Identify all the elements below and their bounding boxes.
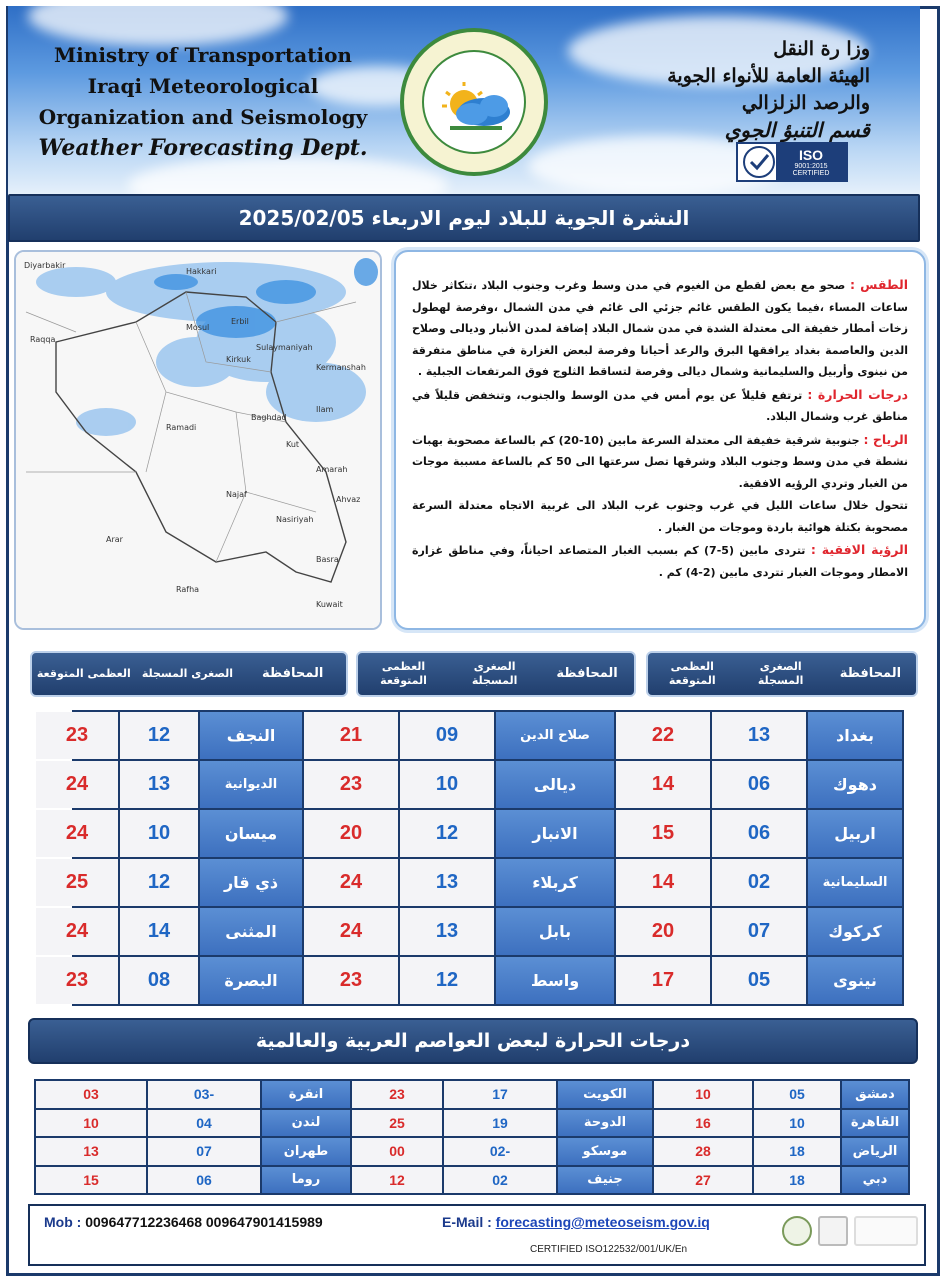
map-label: Najaf: [226, 490, 247, 499]
visibility-paragraph: [412, 539, 908, 583]
phone-info: [44, 1214, 323, 1230]
province-name: بابل: [496, 908, 614, 955]
wind-text: جنوبية شرقية خفيفة الى معتدلة السرعة مابين (10-20) كم بالساعة مصحوبة بهبات نشطة في مدن وسط وجنوب البلاد وشرقها تصل سرعتها الى 50 كم بالساعة مسببة موجات من الغبار وتردي الرؤيه الافقية.: [412, 433, 908, 490]
map-label: Mosul: [186, 323, 210, 332]
min-temp: 12: [120, 712, 198, 759]
iso-label: ISO: [798, 147, 824, 163]
min-header: الصغرى المسجلة: [141, 667, 234, 680]
check-icon: [742, 145, 776, 179]
world-city-name: طهران: [262, 1138, 350, 1165]
map-label: Nasiriyah: [276, 515, 314, 524]
min-temp: 10: [120, 810, 198, 857]
max-temp: 17: [616, 957, 710, 1004]
world-max-temp: 10: [36, 1110, 146, 1137]
phone-numbers: 009647712236468 009647901415989: [85, 1214, 323, 1230]
world-max-temp: 10: [654, 1081, 752, 1108]
world-min-temp: 05: [754, 1081, 840, 1108]
world-max-temp: 03: [36, 1081, 146, 1108]
province-name: ديالى: [496, 761, 614, 808]
province-name: نينوى: [808, 957, 902, 1004]
world-max-temp: 00: [352, 1138, 442, 1165]
map-label: Sulaymaniyah: [256, 343, 313, 352]
world-city-name: الكويت: [558, 1081, 652, 1108]
map-label: Hakkari: [186, 267, 217, 276]
min-temp: 13: [400, 908, 494, 955]
bulletin-title: النشرة الجوية للبلاد ليوم الاربعاء 2025/02/05: [8, 194, 920, 242]
world-min-temp: 07: [148, 1138, 260, 1165]
world-city-name: جنيف: [558, 1167, 652, 1194]
ministry-name: Ministry of Transportation: [54, 43, 352, 67]
province-name: بغداد: [808, 712, 902, 759]
province-name: ميسان: [200, 810, 302, 857]
map-label: Basra: [316, 555, 339, 564]
province-name: السليمانية: [808, 859, 902, 906]
map-label: Kermanshah: [316, 363, 366, 372]
iso-cert: 9001:2015 CERTIFIED: [792, 163, 830, 177]
min-temp: 05: [712, 957, 806, 1004]
max-temp: 24: [36, 908, 118, 955]
map-label: Amarah: [316, 465, 348, 474]
temperature-paragraph: [412, 384, 908, 428]
footer-logos: [782, 1216, 918, 1246]
world-city-name: روما: [262, 1167, 350, 1194]
max-temp: 24: [304, 908, 398, 955]
header-arabic: [610, 36, 870, 144]
max-temp: 23: [304, 957, 398, 1004]
wind-paragraph: [412, 429, 908, 495]
min-temp: 13: [120, 761, 198, 808]
min-temp: 06: [712, 761, 806, 808]
world-min-temp: 02: [444, 1167, 556, 1194]
world-max-temp: 28: [654, 1138, 752, 1165]
temperature-heading: درجات الحرارة :: [807, 386, 908, 402]
min-temp: 12: [120, 859, 198, 906]
max-temp: 23: [304, 761, 398, 808]
province-name: النجف: [200, 712, 302, 759]
world-max-temp: 23: [352, 1081, 442, 1108]
world-temperature-table: [34, 1079, 910, 1195]
world-max-temp: 25: [352, 1110, 442, 1137]
min-temp: 02: [712, 859, 806, 906]
world-min-temp: 04: [148, 1110, 260, 1137]
world-temperatures-title: درجات الحرارة لبعض العواصم العربية والعالمية: [28, 1018, 918, 1064]
email-link[interactable]: forecasting@meteoseism.gov.iq: [495, 1214, 710, 1230]
email-label: E-Mail :: [442, 1214, 492, 1230]
min-temp: 13: [712, 712, 806, 759]
province-name: كركوك: [808, 908, 902, 955]
min-temp: 08: [120, 957, 198, 1004]
max-temp: 22: [616, 712, 710, 759]
world-min-temp: 06: [148, 1167, 260, 1194]
accreditation-icon: [818, 1216, 848, 1246]
province-name: واسط: [496, 957, 614, 1004]
world-max-temp: 16: [654, 1110, 752, 1137]
province-name: المثنى: [200, 908, 302, 955]
org-name-1: Iraqi Meteorological: [87, 74, 319, 98]
province-header: المحافظة: [839, 666, 902, 681]
province-name: دهوك: [808, 761, 902, 808]
temperature-text: ترتفع قليلاً عن يوم أمس في مدن الوسط والجنوب، وتنخفض قليلاً في مناطق غرب وشمال البلاد.: [412, 388, 908, 423]
province-temperature-table: [65, 710, 904, 1006]
province-name: كربلاء: [496, 859, 614, 906]
map-label: Baghdad: [251, 413, 287, 422]
province-header: المحافظة: [261, 666, 324, 681]
max-temp: 23: [36, 712, 118, 759]
map-label: Kuwait: [316, 600, 343, 609]
map-label: Rafha: [176, 585, 200, 594]
world-city-name: لندن: [262, 1110, 350, 1137]
visibility-text: تتردى مابين (5-7) كم بسبب الغبار المتصاعد احياناً، وفي مناطق غزارة الامطار وموجات الغبار تتردى مابين (2-4) كم .: [412, 544, 908, 579]
min-temp: 14: [120, 908, 198, 955]
world-min-temp: -03: [148, 1081, 260, 1108]
map-label: Ramadi: [166, 423, 197, 432]
world-max-temp: 12: [352, 1167, 442, 1194]
certification-text: CERTIFIED ISO122532/001/UK/En: [530, 1244, 688, 1255]
world-min-temp: 17: [444, 1081, 556, 1108]
province-name: البصرة: [200, 957, 302, 1004]
world-city-name: دمشق: [842, 1081, 908, 1108]
min-temp: 07: [712, 908, 806, 955]
province-name: صلاح الدين: [496, 712, 614, 759]
max-temp: 15: [616, 810, 710, 857]
email-info: [442, 1214, 710, 1230]
world-city-name: القاهرة: [842, 1110, 908, 1137]
wind-heading: الرياح :: [863, 431, 908, 447]
org-seal-icon: [782, 1216, 812, 1246]
world-max-temp: 13: [36, 1138, 146, 1165]
organization-logo: [400, 28, 548, 176]
province-header: المحافظة: [556, 666, 618, 681]
min-temp: 13: [400, 859, 494, 906]
max-temp: 14: [616, 761, 710, 808]
max-temp: 21: [304, 712, 398, 759]
province-name: الانبار: [496, 810, 614, 857]
world-min-temp: 19: [444, 1110, 556, 1137]
map-label: Erbil: [231, 317, 249, 326]
visibility-heading: الرؤية الافقية :: [810, 542, 908, 557]
weather-heading: الطقس :: [849, 277, 908, 292]
table-header: [356, 651, 636, 697]
table-header: [30, 651, 348, 697]
map-label: Diyarbakir: [24, 261, 66, 270]
max-temp: 14: [616, 859, 710, 906]
map-label: Kut: [286, 440, 300, 449]
map-label: Kirkuk: [226, 355, 251, 364]
min-header: الصغرى المسجلة: [757, 660, 804, 687]
satellite-map: [14, 250, 382, 630]
phone-label: Mob :: [44, 1214, 82, 1230]
map-label: Arar: [106, 535, 123, 544]
max-temp: 24: [304, 859, 398, 906]
header-english: [38, 40, 368, 164]
min-header: الصغرى المسجلة: [471, 660, 518, 687]
org-name-ar-1: الهيئة العامة للأنواء الجوية: [667, 65, 870, 87]
world-max-temp: 15: [36, 1167, 146, 1194]
forecast-text: [394, 250, 926, 630]
province-name: اربيل: [808, 810, 902, 857]
max-temp: 20: [304, 810, 398, 857]
min-temp: 09: [400, 712, 494, 759]
province-name: ذي قار: [200, 859, 302, 906]
world-min-temp: 18: [754, 1167, 840, 1194]
org-name-ar-2: والرصد الزلزالي: [741, 92, 870, 114]
max-header: العظمى المتوقعة: [668, 660, 716, 687]
weather-text: صحو مع بعض لقطع من الغيوم في مدن وسط وغرب وجنوب البلاد ،تتكاثر خلال ساعات المساء ،فيما يكون الطقس غائم جزئي الى غائم في مدن الشمال ،وفرصة لهطول زخات أمطار خفيفة الى معتدلة الشدة في مدن شمال البلاد إضافة لمدن الأنبار وديالى وصلاح الدين والعاصمة بغداد يرافقها البرق والرعد أحيانا وفرصة لبعض الغزارة في مناطق متفرقة من نينوى وأربيل والسليمانية وشمال ديالى وفرصة لتساقط الثلوج فوق المرتفعات الجبلية .: [412, 279, 908, 378]
world-max-temp: 27: [654, 1167, 752, 1194]
world-min-temp: 18: [754, 1138, 840, 1165]
footer: [28, 1204, 926, 1266]
max-temp: 23: [36, 957, 118, 1004]
max-header: العظمى المتوقعة: [36, 667, 131, 680]
weather-paragraph: [412, 274, 908, 383]
wind-paragraph-2: تتحول خلال ساعات الليل في غرب وجنوب غرب البلاد الى غربية الاتجاه معتدلة السرعة مصحوبة بكتلة هوائية باردة وموجات من الغبار .: [412, 499, 908, 534]
iso-badge: [736, 142, 848, 182]
world-city-name: الدوحة: [558, 1110, 652, 1137]
max-temp: 25: [36, 859, 118, 906]
max-temp: 24: [36, 810, 118, 857]
min-temp: 10: [400, 761, 494, 808]
ministry-name-ar: وزا رة النقل: [773, 38, 870, 60]
world-city-name: موسكو: [558, 1138, 652, 1165]
map-label: Raqqa: [30, 335, 56, 344]
max-temp: 20: [616, 908, 710, 955]
map-label: Ilam: [316, 405, 334, 414]
province-name: الديوانية: [200, 761, 302, 808]
min-temp: 12: [400, 957, 494, 1004]
partner-logo-icon: [854, 1216, 918, 1246]
world-min-temp: -02: [444, 1138, 556, 1165]
map-label: Ahvaz: [336, 495, 361, 504]
world-city-name: الرياض: [842, 1138, 908, 1165]
min-temp: 06: [712, 810, 806, 857]
org-name-2: Organization and Seismology: [38, 105, 368, 129]
dept-name: Weather Forecasting Dept.: [38, 135, 368, 161]
min-temp: 12: [400, 810, 494, 857]
table-header: [646, 651, 918, 697]
dept-name-ar: قسم التنبؤ الجوي: [724, 118, 870, 142]
world-city-name: دبي: [842, 1167, 908, 1194]
world-min-temp: 10: [754, 1110, 840, 1137]
max-temp: 24: [36, 761, 118, 808]
world-city-name: انقرة: [262, 1081, 350, 1108]
max-header: العظمى المتوقعة: [380, 660, 427, 687]
